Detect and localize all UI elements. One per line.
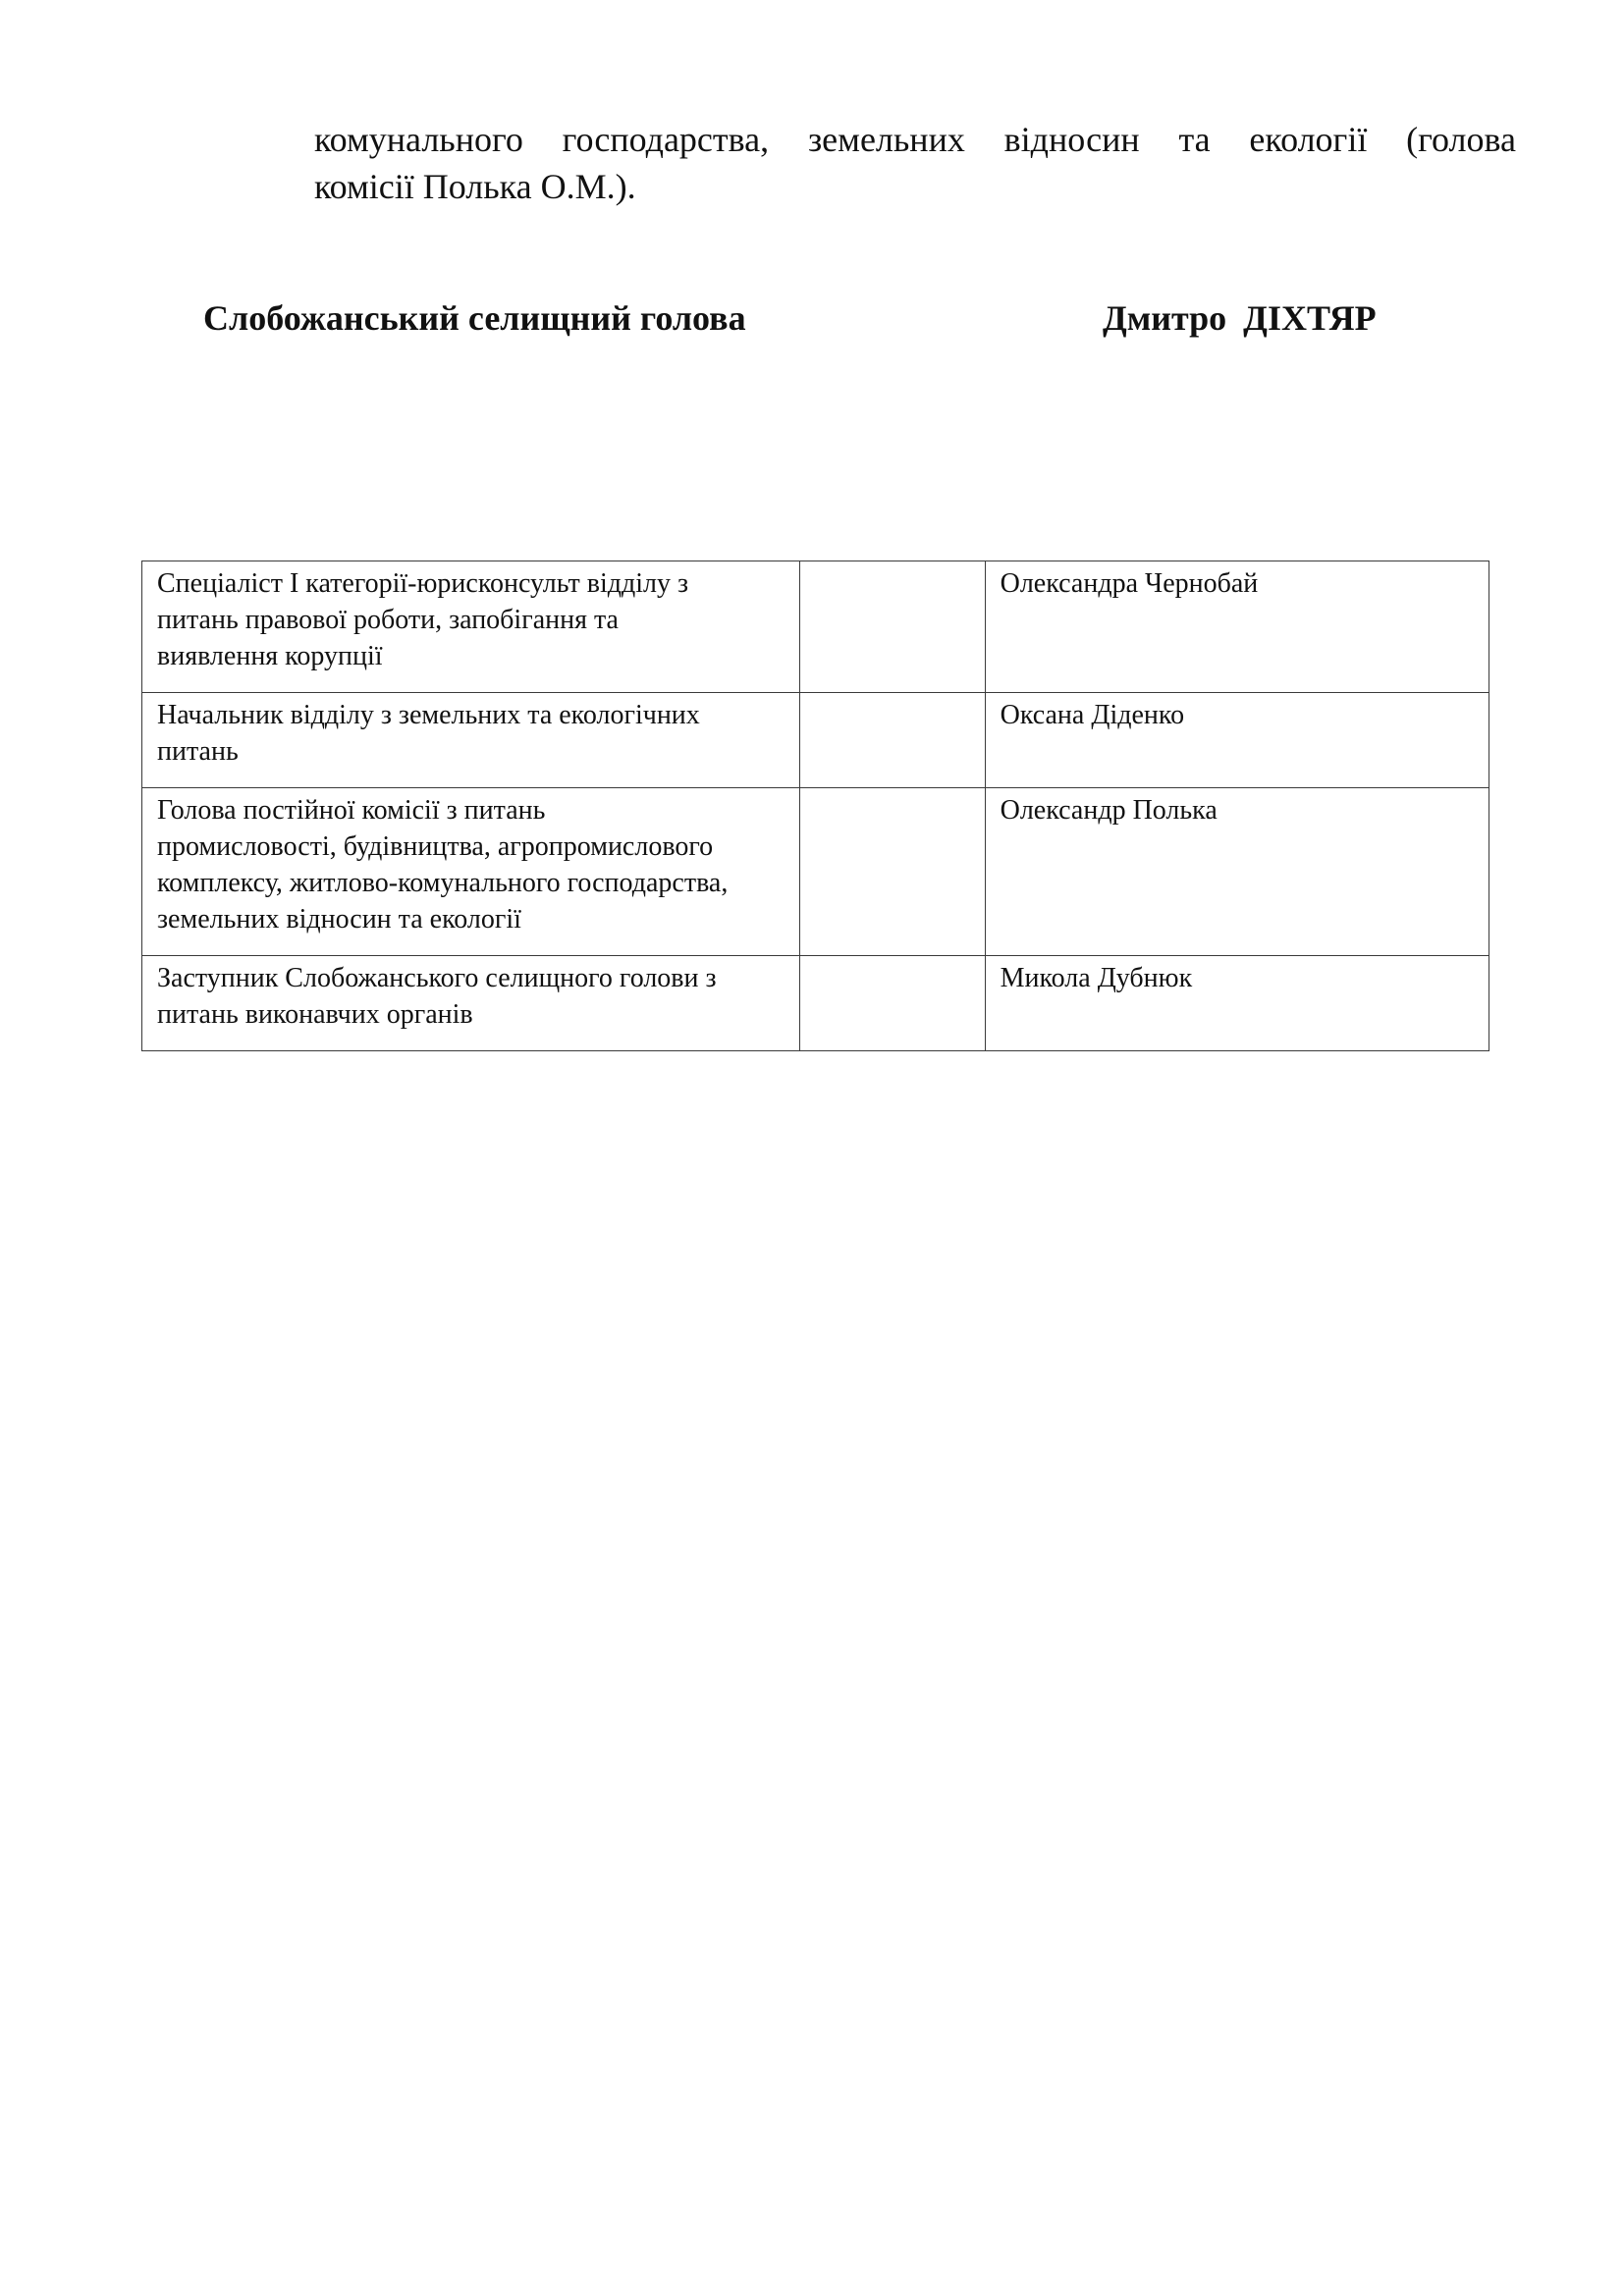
role-line: Заступник Слобожанського селищного голови з (157, 963, 717, 993)
role-line: Спеціаліст І категорії-юрисконсульт відділу з (157, 568, 689, 599)
signature-cell (800, 693, 985, 788)
text-line: комунального господарства, земельних відносин та екології (голова (314, 120, 1516, 159)
decision-text-continuation (314, 116, 1516, 210)
role-line: питань виконавчих органів (157, 999, 473, 1030)
approval-table (141, 561, 1489, 1051)
table-row (142, 788, 1489, 956)
approver-role-cell (142, 788, 800, 956)
role-line: питань правової роботи, запобігання та (157, 605, 619, 635)
signatory-name: Дмитро ДІХТЯР (1103, 298, 1377, 338)
approver-name-cell: Оксана Діденко (985, 693, 1489, 788)
signature-cell (800, 788, 985, 956)
approver-role-cell (142, 561, 800, 693)
signature-cell (800, 956, 985, 1051)
role-line: Начальник відділу з земельних та екологічних (157, 700, 700, 730)
approver-role-cell (142, 693, 800, 788)
approver-role-cell (142, 956, 800, 1051)
role-line: промисловості, будівництва, агропромислового (157, 831, 714, 862)
approver-name-cell: Олександра Чернобай (985, 561, 1489, 693)
approver-name-cell: Микола Дубнюк (985, 956, 1489, 1051)
role-line: земельних відносин та екології (157, 904, 521, 934)
approver-name-cell: Олександр Полька (985, 788, 1489, 956)
table-row (142, 956, 1489, 1051)
role-line: Голова постійної комісії з питань (157, 795, 546, 826)
role-line: виявлення корупції (157, 641, 383, 671)
role-line: комплексу, житлово-комунального господарства, (157, 868, 729, 898)
role-line: питань (157, 736, 239, 767)
signature-cell (800, 561, 985, 693)
table-row (142, 561, 1489, 693)
signatory-position: Слобожанський селищний голова (203, 298, 746, 338)
text-line: комісії Полька О.М.). (314, 167, 636, 206)
table-row (142, 693, 1489, 788)
